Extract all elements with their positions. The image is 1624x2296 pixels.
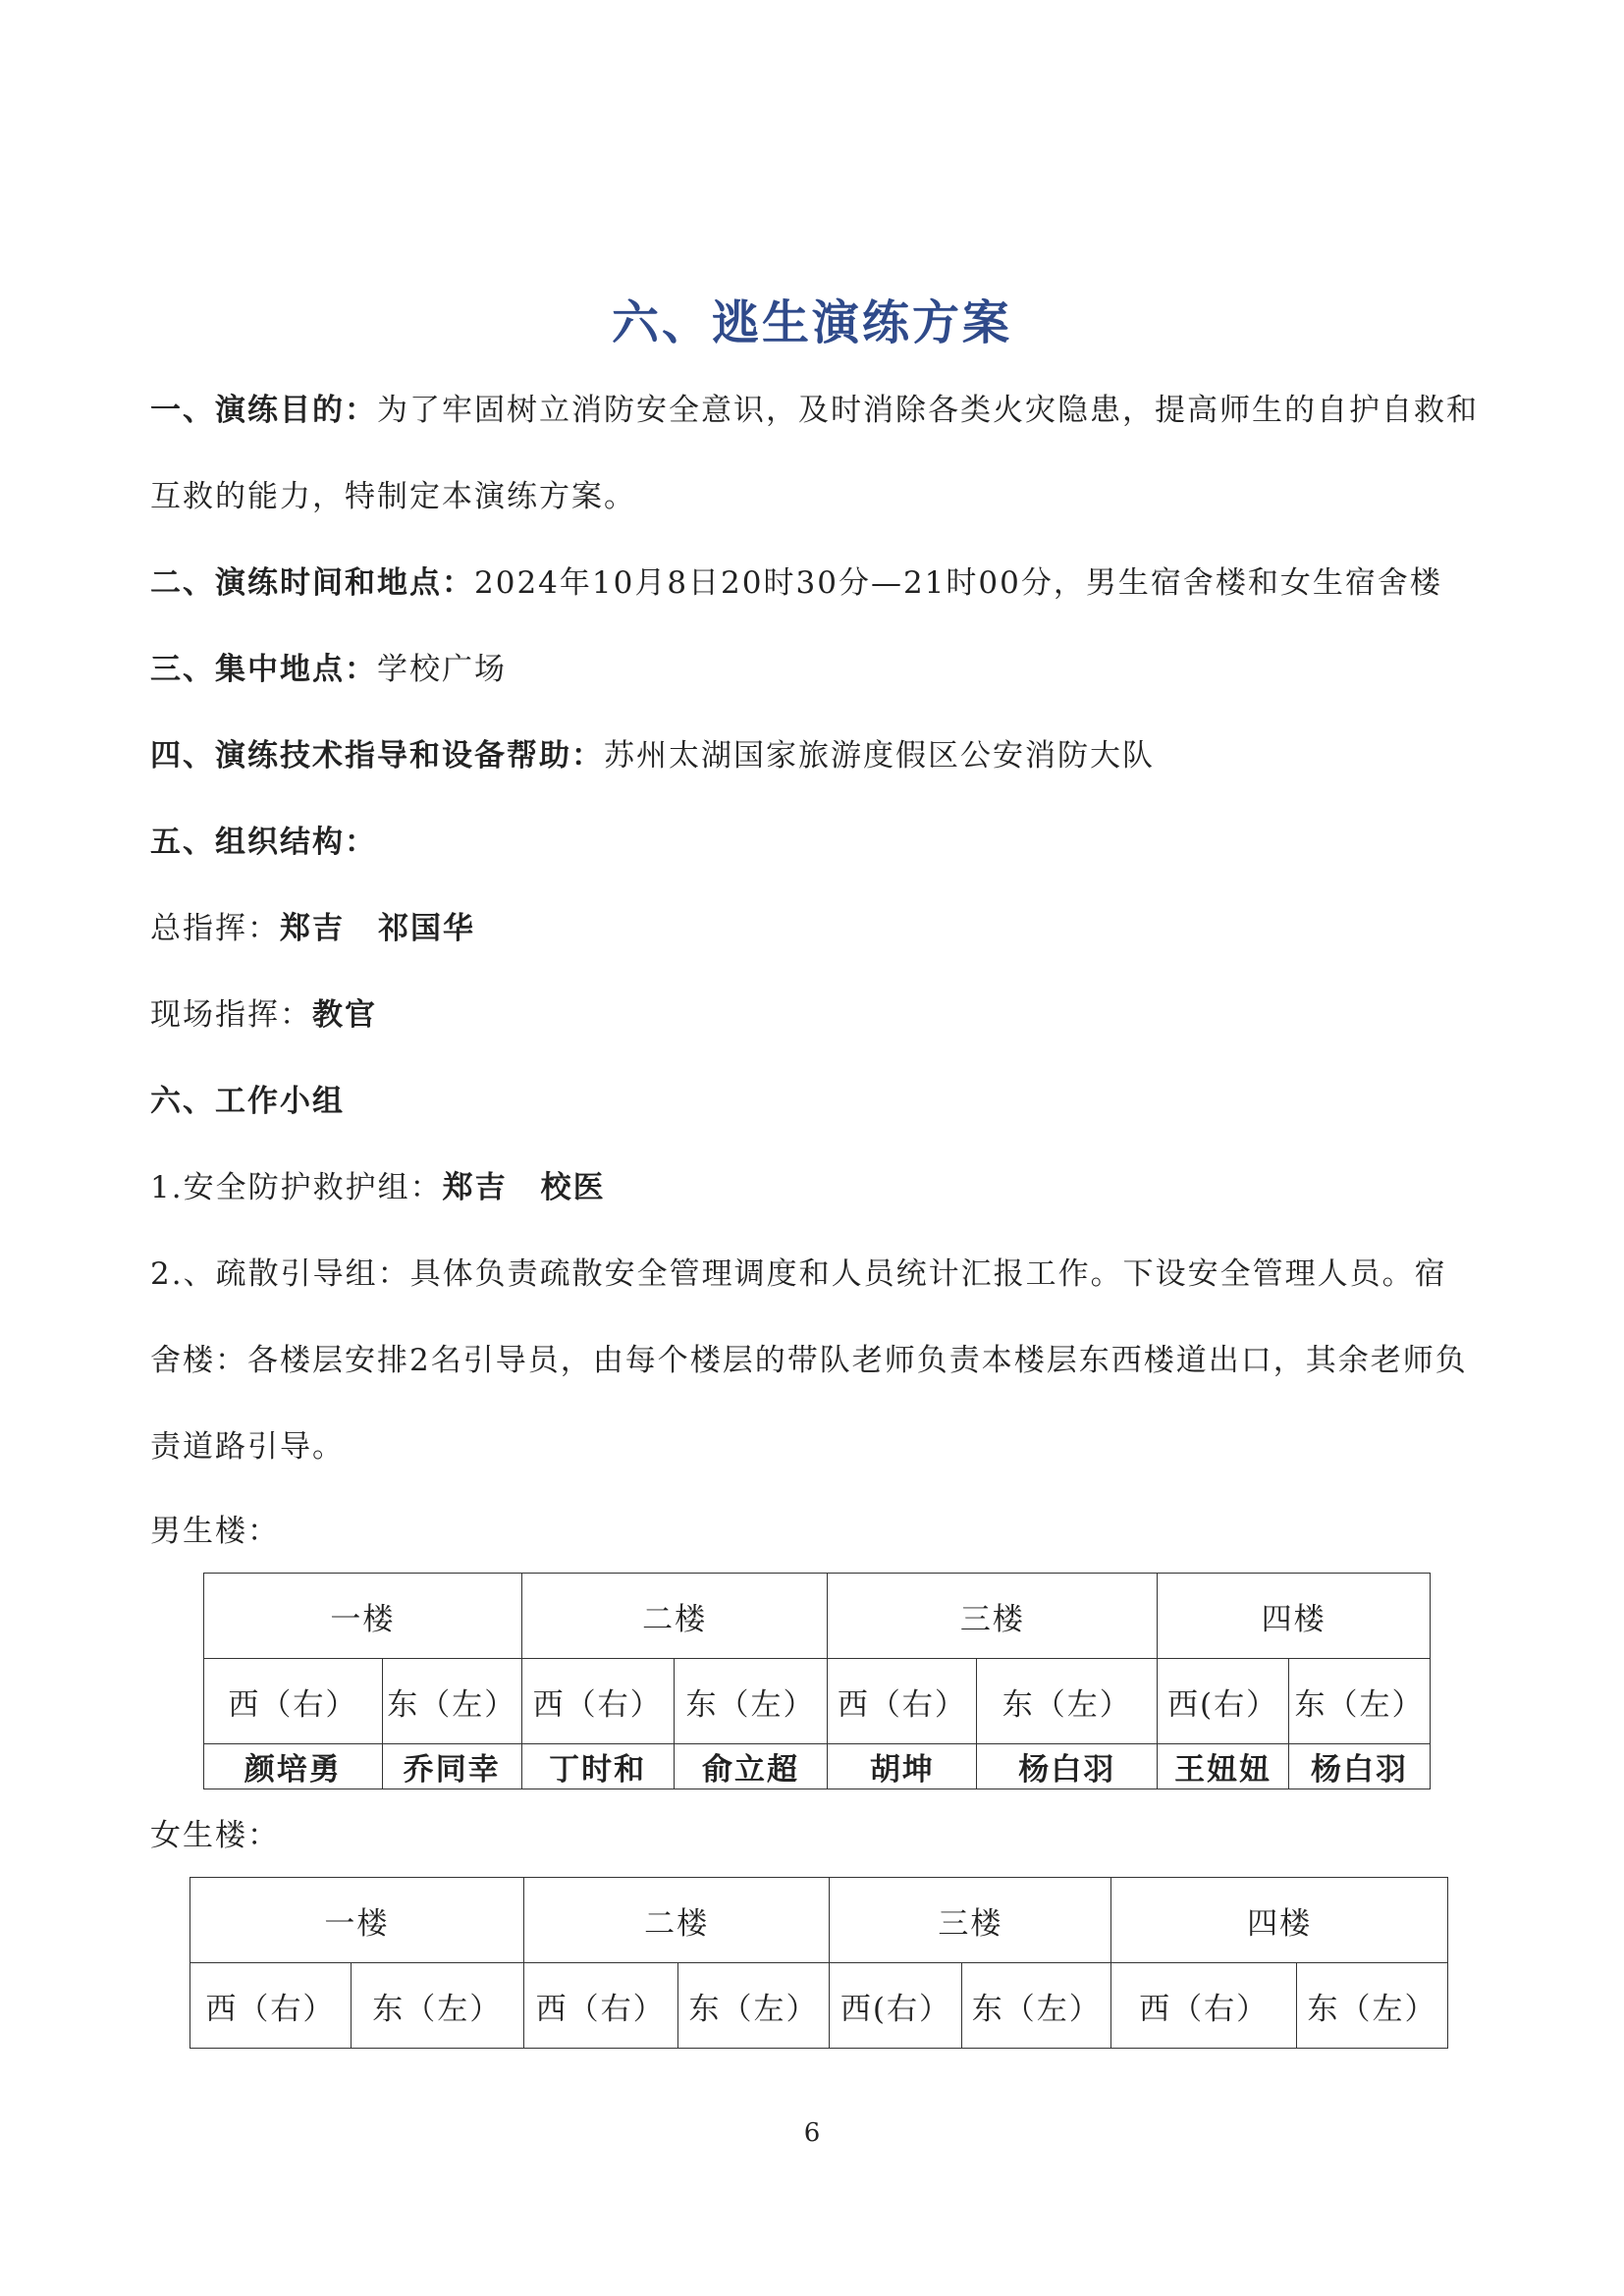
girls-floor-1: 一楼 xyxy=(190,1878,524,1963)
organization-line xyxy=(150,799,1486,885)
girls-side-row xyxy=(190,1963,1448,2049)
girls-side-cell: 东（左） xyxy=(351,1963,523,2049)
girls-side-cell: 东（左） xyxy=(962,1963,1111,2049)
chief-line xyxy=(150,885,1486,972)
page-number: 6 xyxy=(803,2118,821,2148)
purpose-line-2 xyxy=(150,454,1486,540)
evacuation-text-2: 舍楼：各楼层安排2名引导员，由每个楼层的带队老师负责本楼层东西楼道出口，其余老师负 xyxy=(150,1343,1468,1378)
evacuation-text-3: 责道路引导。 xyxy=(150,1429,345,1465)
onsite-name: 教官 xyxy=(312,997,377,1033)
girls-floor-4: 四楼 xyxy=(1111,1878,1448,1963)
evacuation-line-1 xyxy=(150,1231,1486,1317)
page-title: 六、逃生演练方案 xyxy=(611,295,1012,350)
boys-side-cell: 东（左） xyxy=(382,1659,521,1744)
support-line xyxy=(150,713,1486,799)
girls-side-cell: 西（右） xyxy=(523,1963,677,2049)
groups-line xyxy=(150,1058,1486,1145)
evacuation-line-3 xyxy=(150,1404,1486,1490)
chief-name-2: 祁国华 xyxy=(378,911,475,946)
boys-name-cell: 杨白羽 xyxy=(977,1744,1158,1789)
boys-name-cell: 丁时和 xyxy=(521,1744,674,1789)
boys-floor-1: 一楼 xyxy=(204,1574,522,1659)
assembly-line xyxy=(150,626,1486,713)
girls-duty-table xyxy=(189,1877,1448,2049)
purpose-text-2: 互救的能力，特制定本演练方案。 xyxy=(150,479,636,514)
girls-floor-2: 二楼 xyxy=(523,1878,830,1963)
evacuation-text-1: 2.、疏散引导组：具体负责疏散安全管理调度和人员统计汇报工作。下设安全管理人员。宿 xyxy=(150,1256,1447,1292)
boys-name-cell: 颜培勇 xyxy=(204,1744,383,1789)
boys-side-cell: 东（左） xyxy=(674,1659,828,1744)
purpose-line-1 xyxy=(150,367,1486,454)
boys-side-cell: 西（右） xyxy=(204,1659,383,1744)
boys-floor-row xyxy=(204,1574,1431,1659)
girls-floor-3: 三楼 xyxy=(830,1878,1111,1963)
assembly-label: 三、集中地点： xyxy=(150,652,377,687)
boys-name-row xyxy=(204,1744,1431,1789)
boys-label-line xyxy=(150,1488,1486,1575)
assembly-text: 学校广场 xyxy=(377,652,507,687)
girls-side-cell: 西(右） xyxy=(830,1963,962,2049)
groups-label: 六、工作小组 xyxy=(150,1084,345,1119)
onsite-label: 现场指挥： xyxy=(150,997,312,1033)
boys-name-cell: 乔同幸 xyxy=(382,1744,521,1789)
boys-side-cell: 西（右） xyxy=(521,1659,674,1744)
time-place-label: 二、演练时间和地点： xyxy=(150,565,474,601)
safety-group-name-1: 郑吉 xyxy=(442,1170,508,1205)
girls-side-cell: 东（左） xyxy=(677,1963,830,2049)
boys-name-cell: 王妞妞 xyxy=(1158,1744,1289,1789)
boys-side-cell: 东（左） xyxy=(1289,1659,1431,1744)
boys-floor-4: 四楼 xyxy=(1158,1574,1431,1659)
support-text: 苏州太湖国家旅游度假区公安消防大队 xyxy=(604,738,1155,774)
purpose-text-1: 为了牢固树立消防安全意识，及时消除各类火灾隐患，提高师生的自护自救和 xyxy=(377,393,1479,428)
boys-side-cell: 西(右） xyxy=(1158,1659,1289,1744)
chief-label: 总指挥： xyxy=(150,911,280,946)
boys-label: 男生楼： xyxy=(150,1514,280,1549)
girls-floor-row xyxy=(190,1878,1448,1963)
boys-duty-table xyxy=(203,1573,1431,1789)
boys-name-cell: 胡坤 xyxy=(828,1744,977,1789)
boys-side-cell: 西（右） xyxy=(828,1659,977,1744)
safety-group-label: 1.安全防护救护组： xyxy=(150,1170,443,1205)
girls-side-cell: 西（右） xyxy=(1111,1963,1297,2049)
evacuation-line-2 xyxy=(150,1317,1486,1404)
girls-side-cell: 东（左） xyxy=(1297,1963,1448,2049)
safety-group-name-2: 校医 xyxy=(540,1170,606,1205)
organization-label: 五、组织结构： xyxy=(150,825,377,860)
girls-label: 女生楼： xyxy=(150,1818,280,1853)
boys-name-cell: 俞立超 xyxy=(674,1744,828,1789)
girls-label-line xyxy=(150,1792,1486,1879)
boys-side-cell: 东（左） xyxy=(977,1659,1158,1744)
chief-name-1: 郑吉 xyxy=(280,911,345,946)
boys-name-cell: 杨白羽 xyxy=(1289,1744,1431,1789)
time-place-line xyxy=(150,540,1486,626)
purpose-label: 一、演练目的： xyxy=(150,393,377,428)
time-place-text: 2024年10月8日20时30分—21时00分，男生宿舍楼和女生宿舍楼 xyxy=(474,565,1442,601)
onsite-line xyxy=(150,972,1486,1058)
support-label: 四、演练技术指导和设备帮助： xyxy=(150,738,604,774)
boys-floor-3: 三楼 xyxy=(828,1574,1158,1659)
boys-floor-2: 二楼 xyxy=(521,1574,828,1659)
safety-group-line xyxy=(150,1145,1486,1231)
boys-side-row xyxy=(204,1659,1431,1744)
girls-side-cell: 西（右） xyxy=(190,1963,352,2049)
